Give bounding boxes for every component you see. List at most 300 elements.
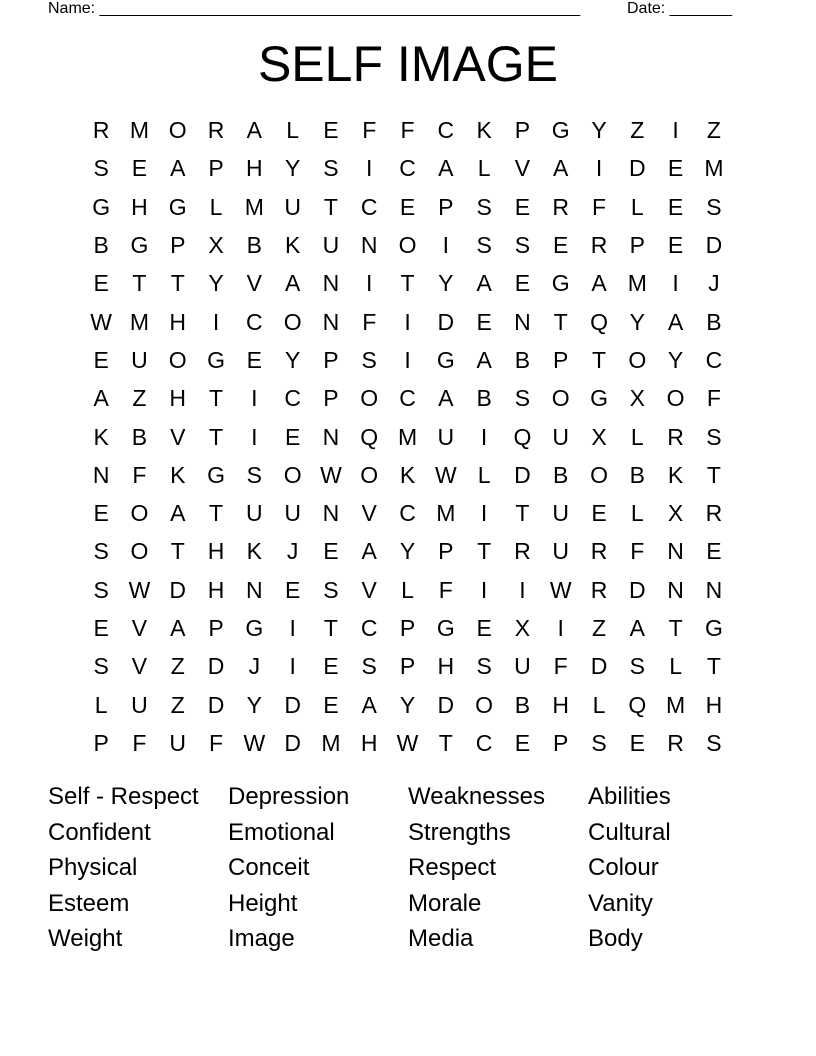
grid-letter: T xyxy=(323,193,338,220)
grid-letter: D xyxy=(437,308,455,335)
grid-letter: W xyxy=(243,729,266,756)
grid-row xyxy=(82,264,733,302)
grid-row xyxy=(82,647,733,685)
grid-letter: B xyxy=(514,346,531,373)
grid-letter: X xyxy=(629,385,645,412)
word-list-item: Image xyxy=(228,925,295,953)
grid-letter: T xyxy=(132,270,147,297)
grid-letter: U xyxy=(284,193,301,220)
grid-letter: I xyxy=(289,653,296,680)
word-list-item: Conceit xyxy=(228,854,310,882)
grid-letter: S xyxy=(706,423,722,450)
grid-letter: G xyxy=(551,117,570,144)
grid-row xyxy=(82,685,733,723)
grid-letter: M xyxy=(129,117,150,144)
grid-letter: A xyxy=(361,538,377,565)
grid-letter: I xyxy=(442,232,450,259)
grid-letter: M xyxy=(704,155,724,182)
grid-letter: U xyxy=(131,346,148,373)
grid-letter: E xyxy=(323,691,339,718)
grid-letter: N xyxy=(322,423,340,450)
word-list-item: Strengths xyxy=(408,818,511,846)
grid-letter: Y xyxy=(208,270,224,297)
grid-row xyxy=(82,188,733,226)
grid-letter: R xyxy=(667,423,684,450)
grid-letter: M xyxy=(627,270,647,297)
grid-letter: O xyxy=(283,308,302,335)
grid-letter: E xyxy=(93,346,109,373)
grid-letter: B xyxy=(93,232,109,259)
grid-letter: I xyxy=(366,155,373,182)
grid-letter: N xyxy=(322,270,340,297)
grid-letter: L xyxy=(592,691,606,718)
grid-letter: I xyxy=(251,385,258,412)
grid-letter: Z xyxy=(591,615,607,641)
grid-letter: D xyxy=(437,691,455,718)
grid-letter: S xyxy=(246,461,262,488)
grid-letter: V xyxy=(514,155,531,182)
grid-letter: H xyxy=(437,653,455,680)
grid-letter: W xyxy=(396,729,419,756)
grid-letter: C xyxy=(399,155,416,182)
word-list-item: Emotional xyxy=(228,818,335,846)
grid-letter: D xyxy=(284,691,301,718)
grid-letter: T xyxy=(515,500,530,527)
grid-letter: M xyxy=(397,423,418,450)
name-field-label: Name: ______________________________________________________ xyxy=(48,0,581,17)
grid-letter: G xyxy=(207,346,225,373)
grid-letter: J xyxy=(286,538,299,565)
grid-letter: S xyxy=(323,155,339,182)
grid-letter: O xyxy=(130,500,149,527)
grid-letter: L xyxy=(477,155,491,182)
grid-letter: E xyxy=(93,500,109,527)
grid-letter: I xyxy=(595,155,603,182)
word-list-item: Respect xyxy=(408,854,497,882)
grid-letter: E xyxy=(706,538,722,565)
grid-letter: H xyxy=(552,691,570,718)
grid-letter: B xyxy=(553,461,569,488)
grid-letter: A xyxy=(476,346,492,373)
grid-letter: I xyxy=(480,423,488,450)
grid-letter: E xyxy=(476,615,492,641)
word-list xyxy=(48,781,768,959)
grid-letter: L xyxy=(630,193,644,220)
grid-letter: E xyxy=(514,729,531,756)
grid-letter: F xyxy=(400,117,415,144)
grid-letter: L xyxy=(477,461,491,488)
grid-letter: D xyxy=(169,576,187,603)
grid-letter: P xyxy=(438,538,454,565)
grid-row xyxy=(82,341,733,379)
grid-letter: I xyxy=(366,270,373,297)
grid-letter: A xyxy=(553,155,569,182)
grid-letter: T xyxy=(668,615,683,641)
grid-row xyxy=(82,149,733,187)
grid-letter: X xyxy=(208,232,224,259)
grid-letter: P xyxy=(323,346,339,373)
grid-letter: C xyxy=(360,193,378,220)
grid-letter: A xyxy=(361,691,377,718)
grid-letter: H xyxy=(705,691,723,718)
grid-letter: Y xyxy=(284,155,301,182)
grid-letter: C xyxy=(705,346,723,373)
grid-letter: A xyxy=(667,308,684,335)
page-title: SELF IMAGE xyxy=(257,36,559,92)
word-list-item: Vanity xyxy=(588,889,653,917)
grid-letter: F xyxy=(132,461,147,488)
grid-letter: R xyxy=(92,117,110,144)
grid-row xyxy=(82,417,733,455)
grid-letter: W xyxy=(434,461,457,488)
word-list-item: Body xyxy=(588,925,643,953)
grid-letter: Z xyxy=(706,117,721,144)
grid-letter: O xyxy=(590,461,608,488)
grid-letter: H xyxy=(207,538,225,565)
grid-letter: E xyxy=(399,193,416,220)
grid-letter: Q xyxy=(628,691,647,718)
grid-letter: H xyxy=(360,729,378,756)
letter-grid xyxy=(82,111,733,762)
grid-letter: O xyxy=(628,346,647,373)
word-list-item: Weight xyxy=(48,925,123,953)
grid-letter: R xyxy=(514,538,531,565)
grid-letter: E xyxy=(93,615,109,641)
grid-letter: C xyxy=(360,615,378,641)
grid-letter: I xyxy=(404,346,411,373)
grid-letter: L xyxy=(630,423,644,450)
grid-letter: T xyxy=(170,538,185,565)
grid-letter: S xyxy=(476,653,492,680)
grid-letter: L xyxy=(209,193,223,220)
grid-letter: Y xyxy=(438,270,454,297)
grid-letter: T xyxy=(400,270,415,297)
grid-letter: Y xyxy=(399,538,416,565)
grid-letter: G xyxy=(436,615,455,641)
grid-letter: T xyxy=(591,346,607,373)
grid-letter: E xyxy=(667,232,684,259)
grid-letter: N xyxy=(667,538,684,565)
word-list-item: Physical xyxy=(48,854,138,882)
grid-letter: G xyxy=(130,232,149,259)
grid-letter: O xyxy=(360,461,379,488)
grid-letter: V xyxy=(361,576,377,603)
grid-letter: Q xyxy=(590,308,608,335)
grid-letter: C xyxy=(437,117,455,144)
grid-letter: C xyxy=(399,500,416,527)
grid-letter: K xyxy=(93,423,109,450)
grid-letter: A xyxy=(284,270,301,297)
word-list-item: Cultural xyxy=(588,818,671,846)
grid-row xyxy=(82,379,733,417)
grid-letter: S xyxy=(706,193,722,220)
grid-letter: N xyxy=(705,576,723,603)
grid-letter: U xyxy=(514,653,531,680)
grid-letter: N xyxy=(92,461,110,488)
word-list-item: Colour xyxy=(588,854,659,882)
grid-letter: N xyxy=(514,308,531,335)
word-list-item: Confident xyxy=(48,818,151,846)
grid-letter: W xyxy=(90,308,112,335)
grid-letter: S xyxy=(323,576,339,603)
grid-letter: T xyxy=(209,423,224,450)
grid-letter: O xyxy=(475,691,494,718)
grid-letter: P xyxy=(629,232,645,259)
grid-letter: T xyxy=(209,500,224,527)
word-list-item: Morale xyxy=(408,889,482,917)
grid-letter: Z xyxy=(170,653,185,680)
word-list-item: Weaknesses xyxy=(408,783,545,810)
grid-letter: S xyxy=(93,155,109,182)
grid-letter: X xyxy=(591,423,607,450)
grid-letter: I xyxy=(212,308,220,335)
grid-letter: R xyxy=(552,193,570,220)
grid-letter: G xyxy=(245,615,264,641)
grid-letter: L xyxy=(401,576,414,603)
grid-letter: E xyxy=(514,193,531,220)
grid-letter: E xyxy=(284,423,301,450)
grid-letter: Z xyxy=(132,385,147,412)
grid-letter: U xyxy=(552,423,570,450)
word-list-item: Esteem xyxy=(48,889,130,917)
grid-letter: Y xyxy=(284,346,301,373)
grid-letter: T xyxy=(477,538,492,565)
grid-letter: H xyxy=(169,385,187,412)
grid-letter: H xyxy=(131,193,148,220)
grid-letter: W xyxy=(549,576,572,603)
grid-letter: F xyxy=(209,729,224,756)
grid-letter: B xyxy=(131,423,148,450)
grid-letter: C xyxy=(246,308,263,335)
grid-letter: E xyxy=(476,308,492,335)
grid-letter: H xyxy=(207,576,225,603)
grid-letter: N xyxy=(322,500,340,527)
grid-letter: A xyxy=(170,155,186,182)
grid-row xyxy=(82,609,733,647)
grid-letter: Y xyxy=(399,691,416,718)
grid-letter: R xyxy=(590,538,608,565)
grid-letter: U xyxy=(552,538,570,565)
grid-letter: R xyxy=(705,500,723,527)
grid-letter: I xyxy=(251,423,258,450)
grid-letter: Q xyxy=(513,423,532,450)
grid-letter: T xyxy=(209,385,224,412)
grid-letter: R xyxy=(590,232,608,259)
grid-letter: D xyxy=(628,576,646,603)
grid-letter: E xyxy=(667,155,684,182)
grid-letter: Q xyxy=(360,423,379,450)
word-list-item: Self - Respect xyxy=(48,783,199,810)
grid-letter: E xyxy=(667,193,684,220)
grid-letter: A xyxy=(629,615,645,641)
grid-letter: S xyxy=(514,385,531,412)
grid-letter: U xyxy=(552,500,570,527)
grid-letter: Y xyxy=(667,346,684,373)
grid-letter: E xyxy=(284,576,301,603)
grid-letter: B xyxy=(706,308,722,335)
grid-letter: F xyxy=(362,308,377,335)
date-field-label: Date: _______ xyxy=(627,0,732,17)
grid-letter: A xyxy=(246,117,262,144)
grid-letter: R xyxy=(667,729,684,756)
grid-letter: O xyxy=(130,538,149,565)
word-list-item: Depression xyxy=(228,783,350,810)
grid-letter: E xyxy=(323,117,339,144)
grid-letter: S xyxy=(706,729,722,756)
grid-row xyxy=(82,226,733,264)
grid-letter: E xyxy=(514,270,531,297)
grid-letter: N xyxy=(246,576,263,603)
grid-letter: S xyxy=(361,346,377,373)
grid-letter: T xyxy=(170,270,185,297)
grid-letter: E xyxy=(93,270,109,297)
grid-letter: U xyxy=(322,232,340,259)
grid-letter: O xyxy=(666,385,685,412)
grid-letter: T xyxy=(706,653,721,680)
grid-letter: P xyxy=(553,346,569,373)
grid-letter: K xyxy=(246,538,262,565)
grid-letter: Y xyxy=(246,691,262,718)
grid-letter: G xyxy=(92,193,111,220)
grid-letter: A xyxy=(438,155,454,182)
grid-letter: M xyxy=(436,500,456,527)
grid-letter: I xyxy=(519,576,526,603)
grid-letter: D xyxy=(628,155,646,182)
word-list-item: Height xyxy=(228,889,298,917)
grid-letter: G xyxy=(590,385,608,412)
grid-row xyxy=(82,494,733,532)
grid-letter: I xyxy=(289,615,296,641)
grid-letter: J xyxy=(708,270,720,297)
grid-letter: Y xyxy=(629,308,645,335)
grid-letter: Y xyxy=(591,117,607,144)
grid-letter: O xyxy=(168,117,187,144)
grid-letter: P xyxy=(399,653,416,680)
grid-letter: A xyxy=(476,270,492,297)
grid-letter: N xyxy=(667,576,684,603)
grid-letter: B xyxy=(629,461,645,488)
grid-letter: O xyxy=(168,346,187,373)
grid-letter: F xyxy=(438,576,453,603)
grid-letter: U xyxy=(169,729,187,756)
grid-letter: M xyxy=(321,729,341,756)
grid-letter: R xyxy=(207,117,225,144)
grid-letter: G xyxy=(168,193,187,220)
grid-letter: E xyxy=(629,729,645,756)
grid-letter: K xyxy=(667,461,684,488)
grid-letter: P xyxy=(208,615,224,641)
grid-letter: S xyxy=(476,193,492,220)
grid-letter: S xyxy=(93,538,109,565)
grid-letter: O xyxy=(283,461,302,488)
grid-letter: G xyxy=(207,461,225,488)
grid-letter: D xyxy=(705,232,723,259)
grid-letter: I xyxy=(404,308,411,335)
grid-letter: D xyxy=(207,653,225,680)
grid-letter: P xyxy=(170,232,186,259)
grid-letter: U xyxy=(131,691,148,718)
grid-letter: D xyxy=(590,653,608,680)
grid-letter: D xyxy=(514,461,531,488)
grid-letter: F xyxy=(362,117,377,144)
grid-letter: T xyxy=(323,615,338,641)
grid-letter: W xyxy=(128,576,151,603)
grid-letter: Z xyxy=(630,117,645,144)
grid-letter: O xyxy=(551,385,570,412)
grid-letter: L xyxy=(669,653,682,680)
grid-letter: K xyxy=(476,117,492,144)
grid-letter: R xyxy=(590,576,608,603)
grid-letter: F xyxy=(591,193,607,220)
grid-letter: X xyxy=(667,500,684,527)
grid-letter: B xyxy=(246,232,262,259)
grid-letter: S xyxy=(591,729,607,756)
grid-letter: P xyxy=(93,729,109,756)
grid-letter: S xyxy=(93,653,109,680)
grid-letter: N xyxy=(360,232,378,259)
grid-letter: P xyxy=(553,729,569,756)
grid-letter: S xyxy=(476,232,492,259)
grid-letter: D xyxy=(284,729,301,756)
grid-letter: K xyxy=(170,461,186,488)
grid-letter: T xyxy=(706,461,721,488)
grid-letter: L xyxy=(286,117,300,144)
grid-letter: A xyxy=(170,500,186,527)
grid-letter: F xyxy=(706,385,721,412)
grid-letter: Z xyxy=(170,691,185,718)
grid-letter: H xyxy=(246,155,263,182)
grid-letter: E xyxy=(323,653,339,680)
word-list-item: Abilities xyxy=(588,783,671,810)
grid-letter: I xyxy=(480,500,488,527)
grid-letter: U xyxy=(284,500,301,527)
grid-letter: G xyxy=(551,270,570,297)
grid-letter: U xyxy=(246,500,263,527)
grid-letter: P xyxy=(323,385,339,412)
grid-letter: T xyxy=(438,729,453,756)
grid-letter: L xyxy=(94,691,108,718)
grid-letter: V xyxy=(131,615,148,641)
grid-letter: J xyxy=(248,653,261,680)
grid-letter: O xyxy=(398,232,417,259)
grid-letter: P xyxy=(438,193,454,220)
grid-letter: H xyxy=(169,308,187,335)
grid-letter: U xyxy=(437,423,455,450)
word-list-item: Media xyxy=(408,925,474,953)
grid-letter: A xyxy=(591,270,607,297)
grid-letter: C xyxy=(399,385,416,412)
grid-letter: G xyxy=(704,615,723,641)
grid-letter: C xyxy=(475,729,493,756)
grid-letter: I xyxy=(557,615,564,641)
grid-letter: E xyxy=(323,538,339,565)
grid-letter: D xyxy=(207,691,225,718)
grid-letter: M xyxy=(244,193,264,220)
grid-letter: V xyxy=(246,270,262,297)
grid-letter: F xyxy=(132,729,147,756)
grid-row xyxy=(82,111,733,149)
grid-letter: E xyxy=(246,346,262,373)
grid-letter: M xyxy=(129,308,150,335)
grid-letter: K xyxy=(284,232,301,259)
grid-row xyxy=(82,532,733,570)
grid-letter: E xyxy=(131,155,148,182)
grid-letter: I xyxy=(480,576,488,603)
grid-letter: I xyxy=(672,270,679,297)
grid-letter: V xyxy=(170,423,186,450)
grid-row xyxy=(82,571,733,609)
grid-letter: L xyxy=(630,500,644,527)
